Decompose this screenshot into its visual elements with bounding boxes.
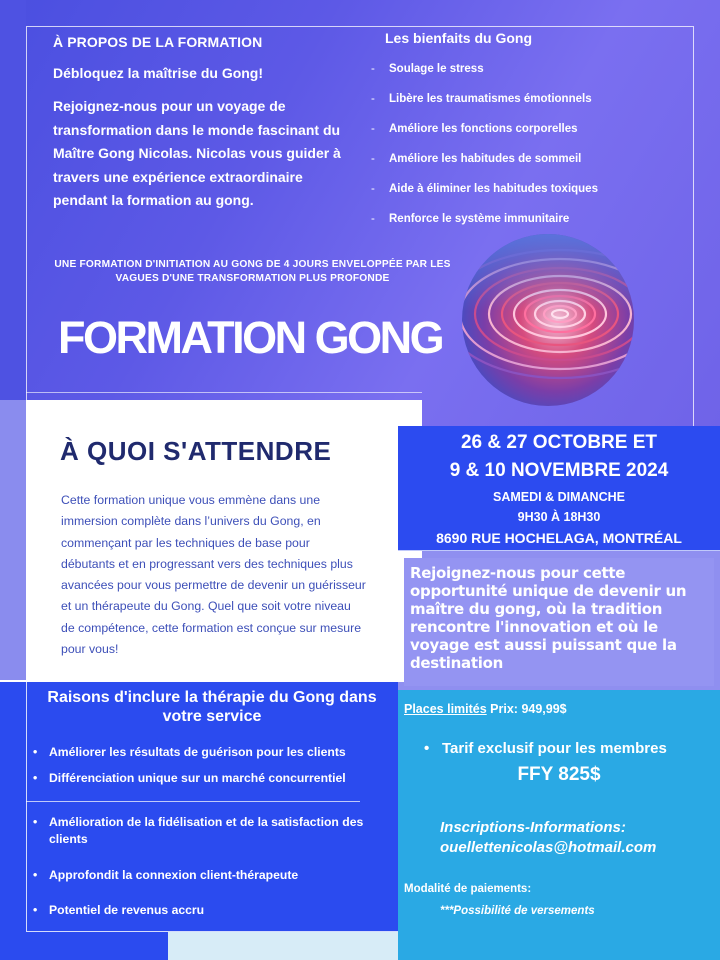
benefits-list	[371, 63, 598, 243]
bottom-accent	[168, 932, 398, 960]
dates-panel	[398, 426, 720, 551]
tagline: UNE FORMATION D'INITIATION AU GONG DE 4 JOURS ENVELOPPÉE PAR LES VAGUES D'UNE TRANSFORMATION PLUS PROFONDE	[54, 259, 451, 284]
benefit-item: - Améliore les habitudes de sommeil	[371, 153, 582, 165]
reason-item: • Améliorer les résultats de guérison pour les clients	[33, 745, 346, 759]
benefit-item: - Aide à éliminer les habitudes toxiques	[371, 183, 598, 195]
benefit-item: - Améliore les fonctions corporelles	[371, 123, 578, 135]
expect-body: Cette formation unique vous emmène dans une immersion complète dans l’univers du Gong, en commençant par les techniques de base pour débutants et en progressant vers des techniques plus avancées pour vous permettre de devenir un guérisseur et un thérapeute du Gong. Quel que soit votre niveau de compétence, cette formation est conçue sur mesure pour vous!	[61, 493, 366, 657]
members-line: • Tarif exclusif pour les membres	[424, 740, 667, 757]
contact-email[interactable]: ouellettenicolas@hotmail.com	[440, 839, 657, 856]
ffy-price: FFY 825$	[517, 764, 601, 785]
dates-hours: 9H30 À 18H30	[517, 510, 601, 524]
benefit-item: - Libère les traumatismes émotionnels	[371, 93, 592, 105]
expect-title: À QUOI S'ATTENDRE	[60, 436, 332, 466]
places-line	[404, 702, 567, 716]
benefit-item: - Soulage le stress	[371, 63, 484, 75]
about-body: Rejoignez-nous pour un voyage de transformation dans le monde fascinant du Maître Gong Nicolas. Nicolas vous guider à travers une expérience extraordinaire pendant la formation au gong.	[53, 98, 341, 209]
pricing-panel	[398, 690, 720, 960]
hero-left-band	[0, 0, 26, 400]
inscriptions-block	[440, 818, 656, 858]
dates-address: 8690 RUE HOCHELAGA, MONTRÉAL	[436, 530, 682, 546]
reasons-title: Raisons d'inclure la thérapie du Gong dans votre service	[47, 689, 377, 725]
benefits-title: Les bienfaits du Gong	[385, 30, 533, 46]
installments-note: ***Possibilité de versements	[440, 905, 595, 917]
join-callout	[404, 558, 714, 686]
dates-line-1: 26 & 27 OCTOBRE ET	[460, 432, 658, 453]
reason-item: • Approfondit la connexion client-thérapeute	[33, 868, 299, 882]
places-label: Places limités	[404, 702, 487, 716]
left-accent-strip	[0, 400, 26, 680]
benefit-item: - Renforce le système immunitaire	[371, 213, 570, 225]
gong-ripple-image	[462, 234, 634, 406]
reasons-divider	[26, 801, 360, 802]
dates-divider	[398, 550, 720, 551]
price: Prix: 949,99$	[486, 702, 567, 716]
main-title: FORMATION GONG	[58, 312, 443, 363]
dates-days: SAMEDI & DIMANCHE	[493, 490, 625, 504]
reason-item: • Différenciation unique sur un marché concurrentiel	[33, 771, 346, 785]
dates-line-2: 9 & 10 NOVEMBRE 2024	[449, 460, 669, 481]
join-text: Rejoignez-nous pour cette opportunité unique de devenir un maître du gong, où la tradition rencontre l'innovation et où le voyage est aussi puissant que la destination	[410, 564, 687, 672]
about-subtitle: Débloquez la maîtrise du Gong!	[53, 65, 264, 81]
hero-divider	[26, 392, 422, 393]
about-title: À PROPOS DE LA FORMATION	[53, 34, 263, 50]
inscriptions-label: Inscriptions-Informations:	[440, 819, 626, 836]
reason-item: • Amélioration de la fidélisation et de la satisfaction des clients	[33, 815, 364, 846]
reasons-section	[0, 682, 398, 960]
expect-section	[26, 400, 422, 682]
payment-modalities: Modalité de paiements:	[404, 883, 532, 895]
reason-item: • Potentiel de revenus accru	[33, 903, 205, 917]
